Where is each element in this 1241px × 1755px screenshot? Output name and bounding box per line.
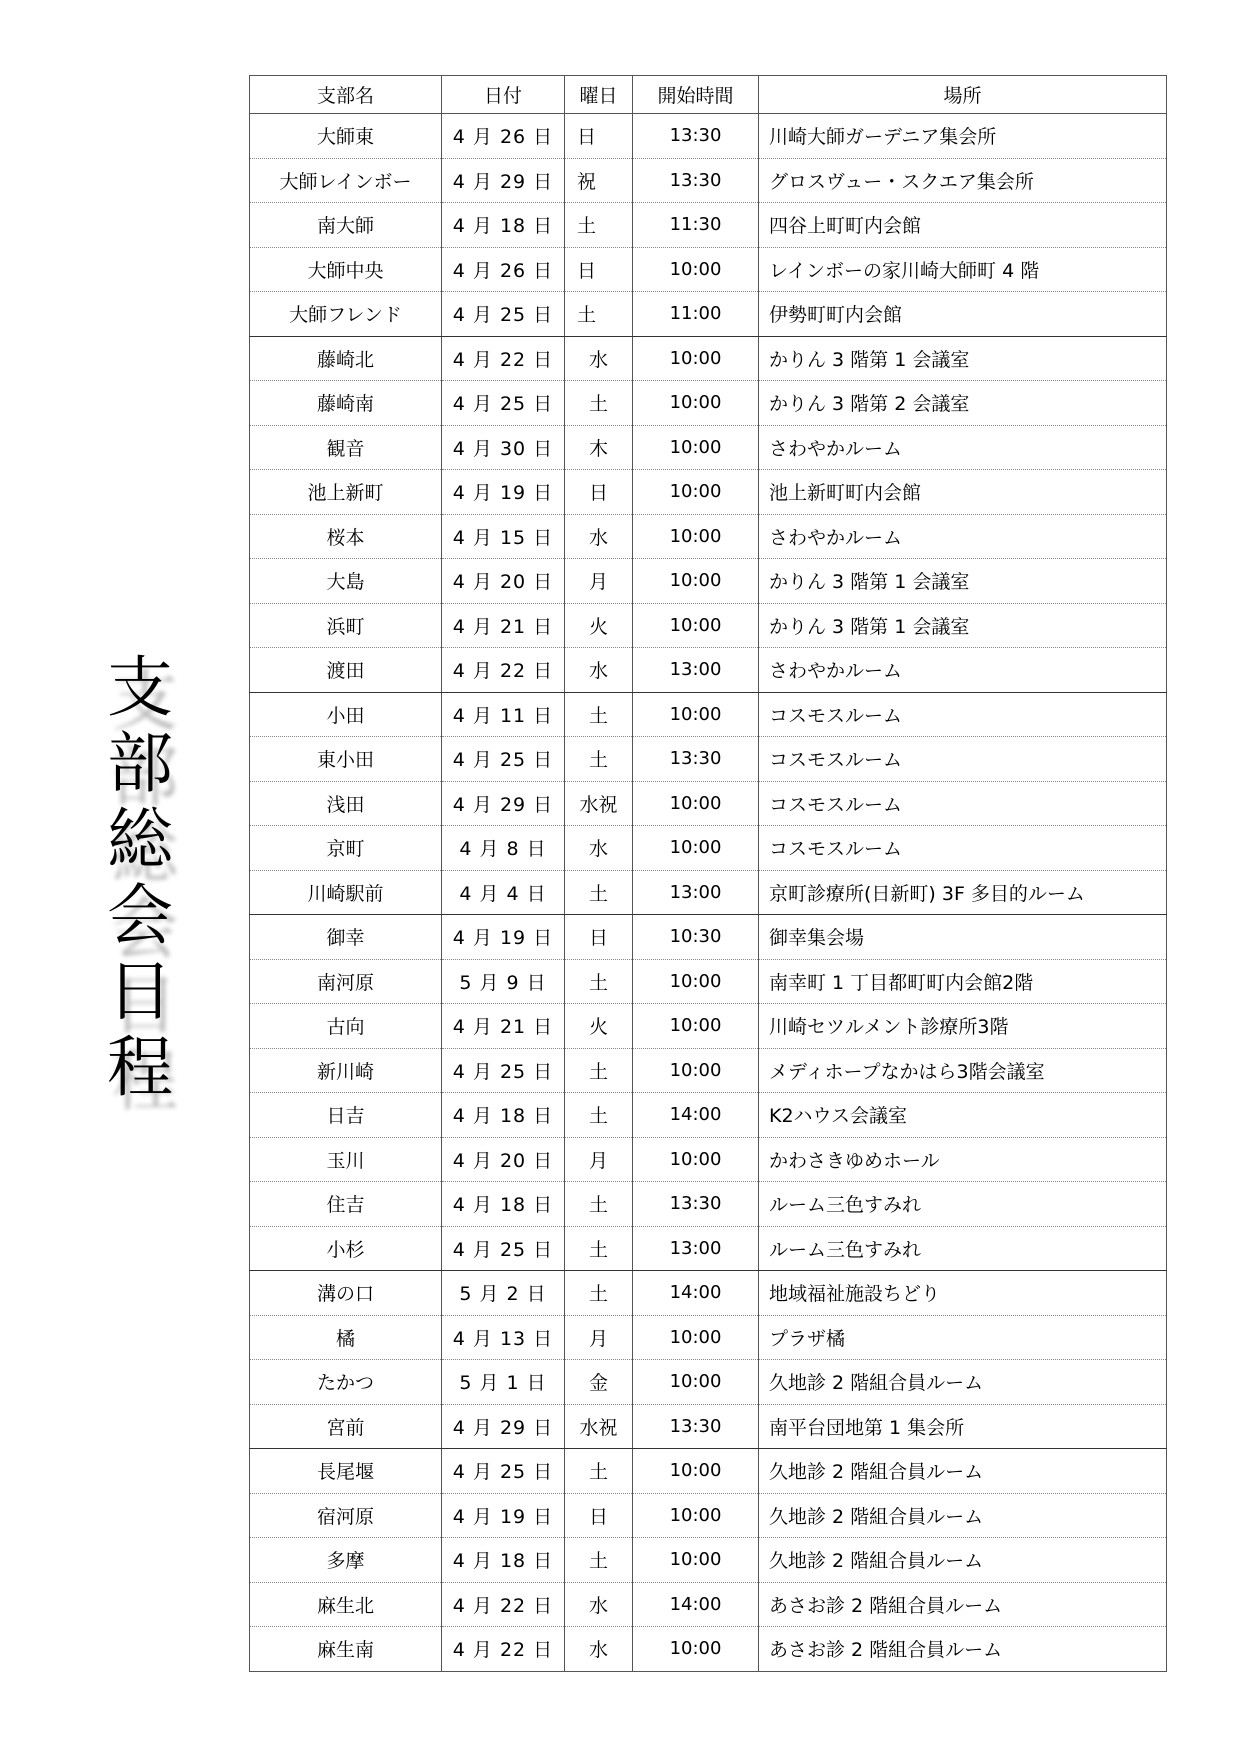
table-row bbox=[250, 1315, 1167, 1360]
branch-cell: 浜町 bbox=[250, 603, 442, 648]
day-cell: 水 bbox=[565, 1582, 633, 1627]
branch-cell: 新川崎 bbox=[250, 1048, 442, 1093]
branch-cell: 橘 bbox=[250, 1315, 442, 1360]
start-time-cell: 10:00 bbox=[633, 1137, 759, 1182]
start-time-cell: 10:00 bbox=[633, 1004, 759, 1049]
day-cell: 月 bbox=[565, 559, 633, 604]
place-cell: コスモスルーム bbox=[759, 781, 1167, 826]
header-day: 曜日 bbox=[565, 76, 633, 114]
date-cell: 4 月 22 日 bbox=[442, 648, 565, 693]
place-cell: さわやかルーム bbox=[759, 425, 1167, 470]
start-time-cell: 10:00 bbox=[633, 781, 759, 826]
date-cell: 4 月 22 日 bbox=[442, 336, 565, 381]
header-branch: 支部名 bbox=[250, 76, 442, 114]
branch-cell: 大島 bbox=[250, 559, 442, 604]
table-row bbox=[250, 559, 1167, 604]
start-time-cell: 13:00 bbox=[633, 648, 759, 693]
date-cell: 4 月 26 日 bbox=[442, 114, 565, 159]
start-time-cell: 10:00 bbox=[633, 336, 759, 381]
branch-cell: 住吉 bbox=[250, 1182, 442, 1227]
start-time-cell: 13:00 bbox=[633, 1226, 759, 1271]
date-cell: 4 月 4 日 bbox=[442, 870, 565, 915]
branch-cell: 川崎駅前 bbox=[250, 870, 442, 915]
start-time-cell: 13:30 bbox=[633, 158, 759, 203]
start-time-cell: 10:00 bbox=[633, 470, 759, 515]
place-cell: 川崎セツルメント診療所3階 bbox=[759, 1004, 1167, 1049]
title-char: 会 bbox=[107, 877, 173, 954]
table-row bbox=[250, 648, 1167, 693]
date-cell: 4 月 20 日 bbox=[442, 559, 565, 604]
branch-cell: 渡田 bbox=[250, 648, 442, 693]
header-place: 場所 bbox=[759, 76, 1167, 114]
day-cell: 土 bbox=[565, 1449, 633, 1494]
branch-cell: 浅田 bbox=[250, 781, 442, 826]
place-cell: コスモスルーム bbox=[759, 826, 1167, 871]
date-cell: 4 月 25 日 bbox=[442, 292, 565, 337]
schedule-rows bbox=[250, 114, 1167, 1672]
branch-cell: 東小田 bbox=[250, 737, 442, 782]
branch-cell: 桜本 bbox=[250, 514, 442, 559]
place-cell: あさお診 2 階組合員ルーム bbox=[759, 1627, 1167, 1672]
branch-cell: 玉川 bbox=[250, 1137, 442, 1182]
day-cell: 水祝 bbox=[565, 781, 633, 826]
day-cell: 月 bbox=[565, 1315, 633, 1360]
table-row bbox=[250, 514, 1167, 559]
table-row bbox=[250, 870, 1167, 915]
place-cell: 久地診 2 階組合員ルーム bbox=[759, 1493, 1167, 1538]
start-time-cell: 13:30 bbox=[633, 1182, 759, 1227]
title-char: 部 bbox=[107, 725, 173, 802]
branch-cell: 藤崎南 bbox=[250, 381, 442, 426]
date-cell: 4 月 18 日 bbox=[442, 1182, 565, 1227]
table-row bbox=[250, 1627, 1167, 1672]
place-cell: 京町診療所(日新町) 3F 多目的ルーム bbox=[759, 870, 1167, 915]
branch-cell: 宿河原 bbox=[250, 1493, 442, 1538]
table-row bbox=[250, 781, 1167, 826]
place-cell: かりん 3 階第 1 会議室 bbox=[759, 559, 1167, 604]
table-row bbox=[250, 1182, 1167, 1227]
table-row bbox=[250, 1449, 1167, 1494]
start-time-cell: 10:00 bbox=[633, 692, 759, 737]
start-time-cell: 14:00 bbox=[633, 1271, 759, 1316]
table-row bbox=[250, 336, 1167, 381]
table-row bbox=[250, 247, 1167, 292]
day-cell: 火 bbox=[565, 1004, 633, 1049]
place-cell: 御幸集会場 bbox=[759, 915, 1167, 960]
branch-cell: 麻生南 bbox=[250, 1627, 442, 1672]
day-cell: 水 bbox=[565, 336, 633, 381]
branch-cell: 多摩 bbox=[250, 1538, 442, 1583]
day-cell: 日 bbox=[565, 1493, 633, 1538]
branch-cell: 南大師 bbox=[250, 203, 442, 248]
day-cell: 日 bbox=[565, 114, 633, 159]
table-row bbox=[250, 737, 1167, 782]
start-time-cell: 10:00 bbox=[633, 1360, 759, 1405]
table-row bbox=[250, 692, 1167, 737]
date-cell: 4 月 26 日 bbox=[442, 247, 565, 292]
day-cell: 水 bbox=[565, 648, 633, 693]
date-cell: 4 月 19 日 bbox=[442, 1493, 565, 1538]
branch-cell: 池上新町 bbox=[250, 470, 442, 515]
start-time-cell: 10:00 bbox=[633, 1315, 759, 1360]
start-time-cell: 13:30 bbox=[633, 114, 759, 159]
table-row bbox=[250, 603, 1167, 648]
day-cell: 土 bbox=[565, 1093, 633, 1138]
branch-cell: 大師レインボー bbox=[250, 158, 442, 203]
branch-cell: 京町 bbox=[250, 826, 442, 871]
start-time-cell: 13:00 bbox=[633, 870, 759, 915]
start-time-cell: 11:30 bbox=[633, 203, 759, 248]
place-cell: コスモスルーム bbox=[759, 737, 1167, 782]
table-row bbox=[250, 1493, 1167, 1538]
table-row bbox=[250, 1582, 1167, 1627]
table-row bbox=[250, 203, 1167, 248]
day-cell: 日 bbox=[565, 915, 633, 960]
date-cell: 4 月 22 日 bbox=[442, 1627, 565, 1672]
date-cell: 4 月 15 日 bbox=[442, 514, 565, 559]
place-cell: 四谷上町町内会館 bbox=[759, 203, 1167, 248]
table-row bbox=[250, 381, 1167, 426]
day-cell: 木 bbox=[565, 425, 633, 470]
place-cell: 地域福祉施設ちどり bbox=[759, 1271, 1167, 1316]
date-cell: 4 月 21 日 bbox=[442, 603, 565, 648]
table-row bbox=[250, 1048, 1167, 1093]
branch-cell: 宮前 bbox=[250, 1404, 442, 1449]
branch-cell: 大師フレンド bbox=[250, 292, 442, 337]
branch-cell: 古向 bbox=[250, 1004, 442, 1049]
date-cell: 4 月 18 日 bbox=[442, 203, 565, 248]
place-cell: かりん 3 階第 2 会議室 bbox=[759, 381, 1167, 426]
day-cell: 土 bbox=[565, 1271, 633, 1316]
place-cell: 久地診 2 階組合員ルーム bbox=[759, 1538, 1167, 1583]
date-cell: 5 月 2 日 bbox=[442, 1271, 565, 1316]
table-row bbox=[250, 1004, 1167, 1049]
date-cell: 4 月 25 日 bbox=[442, 1226, 565, 1271]
table-row bbox=[250, 1093, 1167, 1138]
start-time-cell: 14:00 bbox=[633, 1582, 759, 1627]
start-time-cell: 10:00 bbox=[633, 514, 759, 559]
place-cell: ルーム三色すみれ bbox=[759, 1226, 1167, 1271]
table-row bbox=[250, 114, 1167, 159]
start-time-cell: 14:00 bbox=[633, 1093, 759, 1138]
start-time-cell: 10:00 bbox=[633, 1493, 759, 1538]
table-row bbox=[250, 425, 1167, 470]
day-cell: 火 bbox=[565, 603, 633, 648]
place-cell: レインボーの家川崎大師町 4 階 bbox=[759, 247, 1167, 292]
place-cell: コスモスルーム bbox=[759, 692, 1167, 737]
date-cell: 4 月 22 日 bbox=[442, 1582, 565, 1627]
table-row bbox=[250, 1271, 1167, 1316]
title-char: 程 bbox=[107, 1029, 173, 1106]
branch-cell: 小田 bbox=[250, 692, 442, 737]
day-cell: 土 bbox=[565, 1538, 633, 1583]
day-cell: 金 bbox=[565, 1360, 633, 1405]
branch-cell: 小杉 bbox=[250, 1226, 442, 1271]
date-cell: 4 月 25 日 bbox=[442, 1449, 565, 1494]
place-cell: プラザ橘 bbox=[759, 1315, 1167, 1360]
start-time-cell: 10:00 bbox=[633, 559, 759, 604]
day-cell: 土 bbox=[565, 292, 633, 337]
branch-cell: 日吉 bbox=[250, 1093, 442, 1138]
start-time-cell: 10:00 bbox=[633, 1048, 759, 1093]
place-cell: さわやかルーム bbox=[759, 648, 1167, 693]
start-time-cell: 11:00 bbox=[633, 292, 759, 337]
place-cell: ルーム三色すみれ bbox=[759, 1182, 1167, 1227]
day-cell: 水 bbox=[565, 514, 633, 559]
place-cell: かりん 3 階第 1 会議室 bbox=[759, 336, 1167, 381]
start-time-cell: 10:00 bbox=[633, 603, 759, 648]
place-cell: かりん 3 階第 1 会議室 bbox=[759, 603, 1167, 648]
table-row bbox=[250, 1137, 1167, 1182]
table-row bbox=[250, 1404, 1167, 1449]
branch-cell: 麻生北 bbox=[250, 1582, 442, 1627]
place-cell: あさお診 2 階組合員ルーム bbox=[759, 1582, 1167, 1627]
start-time-cell: 10:00 bbox=[633, 1538, 759, 1583]
table-row bbox=[250, 1226, 1167, 1271]
day-cell: 土 bbox=[565, 1226, 633, 1271]
day-cell: 土 bbox=[565, 1048, 633, 1093]
date-cell: 4 月 19 日 bbox=[442, 470, 565, 515]
date-cell: 4 月 25 日 bbox=[442, 1048, 565, 1093]
place-cell: さわやかルーム bbox=[759, 514, 1167, 559]
title-char: 日 bbox=[107, 953, 173, 1030]
date-cell: 4 月 25 日 bbox=[442, 381, 565, 426]
table-row bbox=[250, 470, 1167, 515]
header-row bbox=[250, 76, 1167, 114]
date-cell: 4 月 18 日 bbox=[442, 1093, 565, 1138]
place-cell: 南幸町 1 丁目都町町内会館2階 bbox=[759, 959, 1167, 1004]
place-cell: かわさきゆめホール bbox=[759, 1137, 1167, 1182]
date-cell: 4 月 20 日 bbox=[442, 1137, 565, 1182]
place-cell: 南平台団地第 1 集会所 bbox=[759, 1404, 1167, 1449]
place-cell: 伊勢町町内会館 bbox=[759, 292, 1167, 337]
table-row bbox=[250, 158, 1167, 203]
day-cell: 水祝 bbox=[565, 1404, 633, 1449]
header-date: 日付 bbox=[442, 76, 565, 114]
table-row bbox=[250, 1360, 1167, 1405]
day-cell: 土 bbox=[565, 870, 633, 915]
place-cell: 池上新町町内会館 bbox=[759, 470, 1167, 515]
header-start-time: 開始時間 bbox=[633, 76, 759, 114]
date-cell: 4 月 19 日 bbox=[442, 915, 565, 960]
start-time-cell: 10:00 bbox=[633, 1449, 759, 1494]
title-char: 総 bbox=[107, 801, 173, 878]
title-char: 支 bbox=[107, 649, 173, 726]
branch-cell: 藤崎北 bbox=[250, 336, 442, 381]
date-cell: 4 月 29 日 bbox=[442, 1404, 565, 1449]
date-cell: 5 月 1 日 bbox=[442, 1360, 565, 1405]
day-cell: 土 bbox=[565, 203, 633, 248]
table-row bbox=[250, 292, 1167, 337]
day-cell: 水 bbox=[565, 1627, 633, 1672]
start-time-cell: 10:00 bbox=[633, 425, 759, 470]
start-time-cell: 10:00 bbox=[633, 381, 759, 426]
branch-cell: 大師東 bbox=[250, 114, 442, 159]
table-row bbox=[250, 915, 1167, 960]
date-cell: 4 月 11 日 bbox=[442, 692, 565, 737]
page-title bbox=[100, 650, 180, 1106]
day-cell: 土 bbox=[565, 959, 633, 1004]
branch-cell: 南河原 bbox=[250, 959, 442, 1004]
day-cell: 水 bbox=[565, 826, 633, 871]
branch-cell: たかつ bbox=[250, 1360, 442, 1405]
date-cell: 4 月 29 日 bbox=[442, 781, 565, 826]
place-cell: メディホープなかはら3階会議室 bbox=[759, 1048, 1167, 1093]
table-row bbox=[250, 959, 1167, 1004]
start-time-cell: 13:30 bbox=[633, 1404, 759, 1449]
date-cell: 4 月 21 日 bbox=[442, 1004, 565, 1049]
place-cell: 久地診 2 階組合員ルーム bbox=[759, 1449, 1167, 1494]
day-cell: 日 bbox=[565, 470, 633, 515]
date-cell: 4 月 29 日 bbox=[442, 158, 565, 203]
date-cell: 4 月 30 日 bbox=[442, 425, 565, 470]
day-cell: 土 bbox=[565, 737, 633, 782]
branch-cell: 大師中央 bbox=[250, 247, 442, 292]
start-time-cell: 10:30 bbox=[633, 915, 759, 960]
place-cell: 久地診 2 階組合員ルーム bbox=[759, 1360, 1167, 1405]
day-cell: 土 bbox=[565, 381, 633, 426]
day-cell: 祝 bbox=[565, 158, 633, 203]
start-time-cell: 13:30 bbox=[633, 737, 759, 782]
date-cell: 4 月 8 日 bbox=[442, 826, 565, 871]
date-cell: 4 月 18 日 bbox=[442, 1538, 565, 1583]
start-time-cell: 10:00 bbox=[633, 247, 759, 292]
branch-cell: 溝の口 bbox=[250, 1271, 442, 1316]
table-row bbox=[250, 1538, 1167, 1583]
start-time-cell: 10:00 bbox=[633, 826, 759, 871]
day-cell: 日 bbox=[565, 247, 633, 292]
date-cell: 4 月 13 日 bbox=[442, 1315, 565, 1360]
date-cell: 5 月 9 日 bbox=[442, 959, 565, 1004]
start-time-cell: 10:00 bbox=[633, 959, 759, 1004]
branch-cell: 観音 bbox=[250, 425, 442, 470]
place-cell: K2ハウス会議室 bbox=[759, 1093, 1167, 1138]
day-cell: 土 bbox=[565, 692, 633, 737]
branch-cell: 御幸 bbox=[250, 915, 442, 960]
day-cell: 月 bbox=[565, 1137, 633, 1182]
place-cell: グロスヴュー・スクエア集会所 bbox=[759, 158, 1167, 203]
day-cell: 土 bbox=[565, 1182, 633, 1227]
schedule-table bbox=[249, 75, 1167, 1672]
start-time-cell: 10:00 bbox=[633, 1627, 759, 1672]
branch-cell: 長尾堰 bbox=[250, 1449, 442, 1494]
date-cell: 4 月 25 日 bbox=[442, 737, 565, 782]
place-cell: 川崎大師ガーデニア集会所 bbox=[759, 114, 1167, 159]
table-row bbox=[250, 826, 1167, 871]
